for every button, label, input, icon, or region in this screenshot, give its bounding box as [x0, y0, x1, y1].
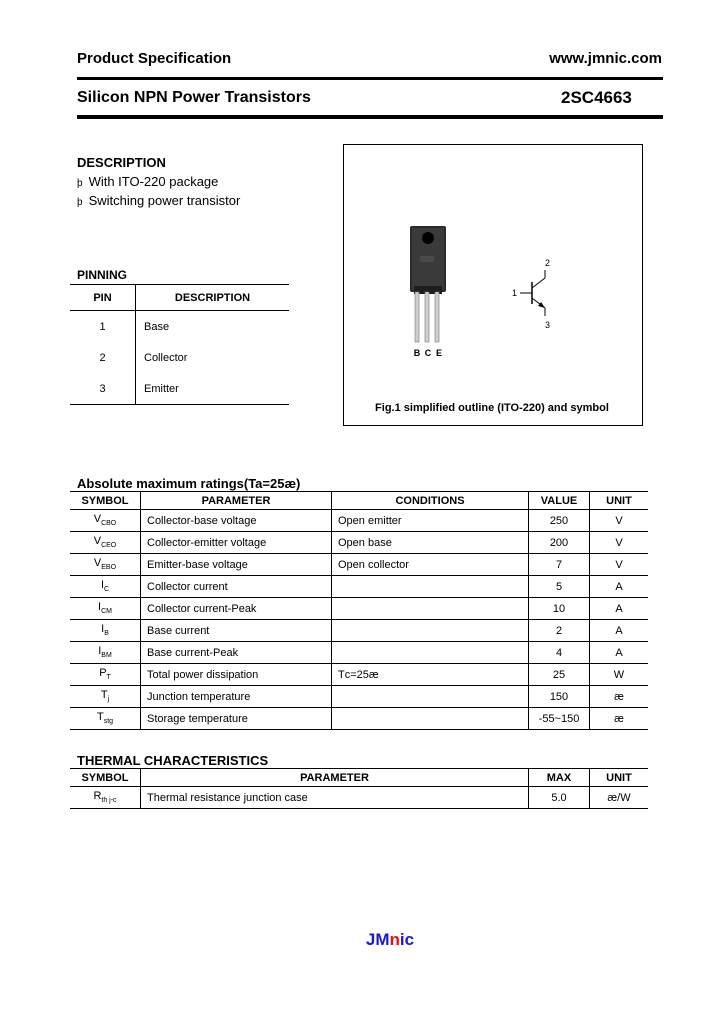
condition-cell: Tᴄ=25æ — [332, 664, 529, 686]
header-rule-bottom — [77, 115, 663, 119]
part-number: 2SC4663 — [561, 88, 632, 107]
value-cell: 5.0 — [529, 787, 590, 809]
thermal-heading: THERMAL CHARACTERISTICS — [77, 753, 269, 768]
symbol-cell: $V_{CBO}$ — [70, 510, 141, 532]
value-cell: 7 — [529, 554, 590, 576]
table-row — [70, 620, 648, 642]
symbol-cell: $T_j$ — [70, 686, 141, 708]
condition-cell — [332, 686, 529, 708]
symbol-cell: $V_{CEO}$ — [70, 532, 141, 554]
unit-col-header: UNIT — [590, 769, 649, 787]
bullet-icon: þ — [77, 178, 83, 189]
table-row: 2 Collector — [70, 342, 289, 373]
abs-ratings-table — [70, 491, 648, 730]
pinning-heading: PINNING — [77, 268, 128, 282]
footer-logo: JMnic — [365, 930, 415, 949]
symbol-cell: $V_{EBO}$ — [70, 554, 141, 576]
pkg-label-e: E — [435, 348, 443, 358]
pinning-table — [70, 284, 289, 405]
pkg-label-c: C — [424, 348, 432, 358]
description-item: þ Switching power transistor — [77, 193, 241, 208]
ito220-package-icon — [400, 220, 460, 362]
condition-cell: Open collector — [332, 554, 529, 576]
header-product-spec: Product Specification — [77, 50, 232, 67]
symbol-cell: $I_{CM}$ — [70, 598, 141, 620]
value-col-header: VALUE — [529, 492, 590, 510]
unit-cell: æ — [590, 708, 649, 730]
value-cell: 250 — [529, 510, 590, 532]
table-row — [70, 554, 648, 576]
unit-cell: W — [590, 664, 649, 686]
value-cell: -55~150 — [529, 708, 590, 730]
parameter-cell: Collector current — [141, 576, 332, 598]
unit-cell: A — [590, 642, 649, 664]
symbol-col-header: SYMBOL — [70, 769, 141, 787]
abs-ratings-heading: Absolute maximum ratings(Ta=25æ) — [77, 476, 301, 491]
desc-col-header: DESCRIPTION — [136, 285, 290, 311]
condition-cell — [332, 708, 529, 730]
table-row — [70, 510, 648, 532]
description-heading: DESCRIPTION — [77, 155, 166, 170]
symbol-cell: $I_{BM}$ — [70, 642, 141, 664]
value-cell: 150 — [529, 686, 590, 708]
value-cell: 10 — [529, 598, 590, 620]
parameter-cell: Collector-emitter voltage — [141, 532, 332, 554]
symbol-cell: $P_T$ — [70, 664, 141, 686]
figure-caption: Fig.1 simplified outline (ITO-220) and symbol — [375, 402, 609, 414]
table-row — [70, 787, 648, 809]
condition-cell — [332, 620, 529, 642]
parameter-cell: Base current-Peak — [141, 642, 332, 664]
header-website: www.jmnic.com — [549, 50, 662, 67]
description-item: þ With ITO-220 package — [77, 174, 219, 189]
unit-cell: A — [590, 598, 649, 620]
value-cell: 2 — [529, 620, 590, 642]
unit-cell: æ/W — [590, 787, 649, 809]
parameter-col-header: PARAMETER — [141, 769, 529, 787]
symbol-cell: $T_{stg}$ — [70, 708, 141, 730]
value-cell: 4 — [529, 642, 590, 664]
symbol-cell: $R_{th j-c}$ — [70, 787, 141, 809]
sym-label-1: 1 — [512, 288, 518, 298]
parameter-cell: Storage temperature — [141, 708, 332, 730]
symbol-cell: $I_B$ — [70, 620, 141, 642]
unit-cell: V — [590, 510, 649, 532]
unit-col-header: UNIT — [590, 492, 649, 510]
parameter-cell: Thermal resistance junction case — [141, 787, 529, 809]
figure-box — [343, 144, 643, 426]
condition-cell: Open emitter — [332, 510, 529, 532]
table-row — [70, 708, 648, 730]
table-row — [70, 576, 648, 598]
parameter-cell: Junction temperature — [141, 686, 332, 708]
table-row — [70, 598, 648, 620]
thermal-table — [70, 768, 648, 809]
unit-cell: æ — [590, 686, 649, 708]
table-row — [70, 686, 648, 708]
condition-cell: Open base — [332, 532, 529, 554]
parameter-cell: Emitter-base voltage — [141, 554, 332, 576]
table-row — [70, 532, 648, 554]
symbol-col-header: SYMBOL — [70, 492, 141, 510]
parameter-cell: Collector-base voltage — [141, 510, 332, 532]
value-cell: 5 — [529, 576, 590, 598]
page-title: Silicon NPN Power Transistors — [77, 89, 311, 106]
conditions-col-header: CONDITIONS — [332, 492, 529, 510]
parameter-cell: Total power dissipation — [141, 664, 332, 686]
parameter-col-header: PARAMETER — [141, 492, 332, 510]
condition-cell — [332, 576, 529, 598]
sym-label-2: 2 — [545, 258, 551, 268]
pin-col-header: PIN — [70, 285, 136, 311]
sym-label-3: 3 — [545, 320, 551, 330]
table-row — [70, 642, 648, 664]
condition-cell — [332, 598, 529, 620]
bullet-icon: þ — [77, 197, 83, 208]
value-cell: 25 — [529, 664, 590, 686]
unit-cell: A — [590, 576, 649, 598]
table-row: 3 Emitter — [70, 373, 289, 405]
condition-cell — [332, 642, 529, 664]
parameter-cell: Collector current-Peak — [141, 598, 332, 620]
header-rule-top — [77, 77, 663, 80]
table-row — [70, 664, 648, 686]
unit-cell: V — [590, 532, 649, 554]
npn-transistor-symbol-icon — [500, 252, 560, 332]
parameter-cell: Base current — [141, 620, 332, 642]
symbol-cell: $I_C$ — [70, 576, 141, 598]
table-row: 1 Base — [70, 311, 289, 343]
value-cell: 200 — [529, 532, 590, 554]
unit-cell: V — [590, 554, 649, 576]
pkg-label-b: B — [413, 348, 421, 358]
max-col-header: MAX — [529, 769, 590, 787]
unit-cell: A — [590, 620, 649, 642]
